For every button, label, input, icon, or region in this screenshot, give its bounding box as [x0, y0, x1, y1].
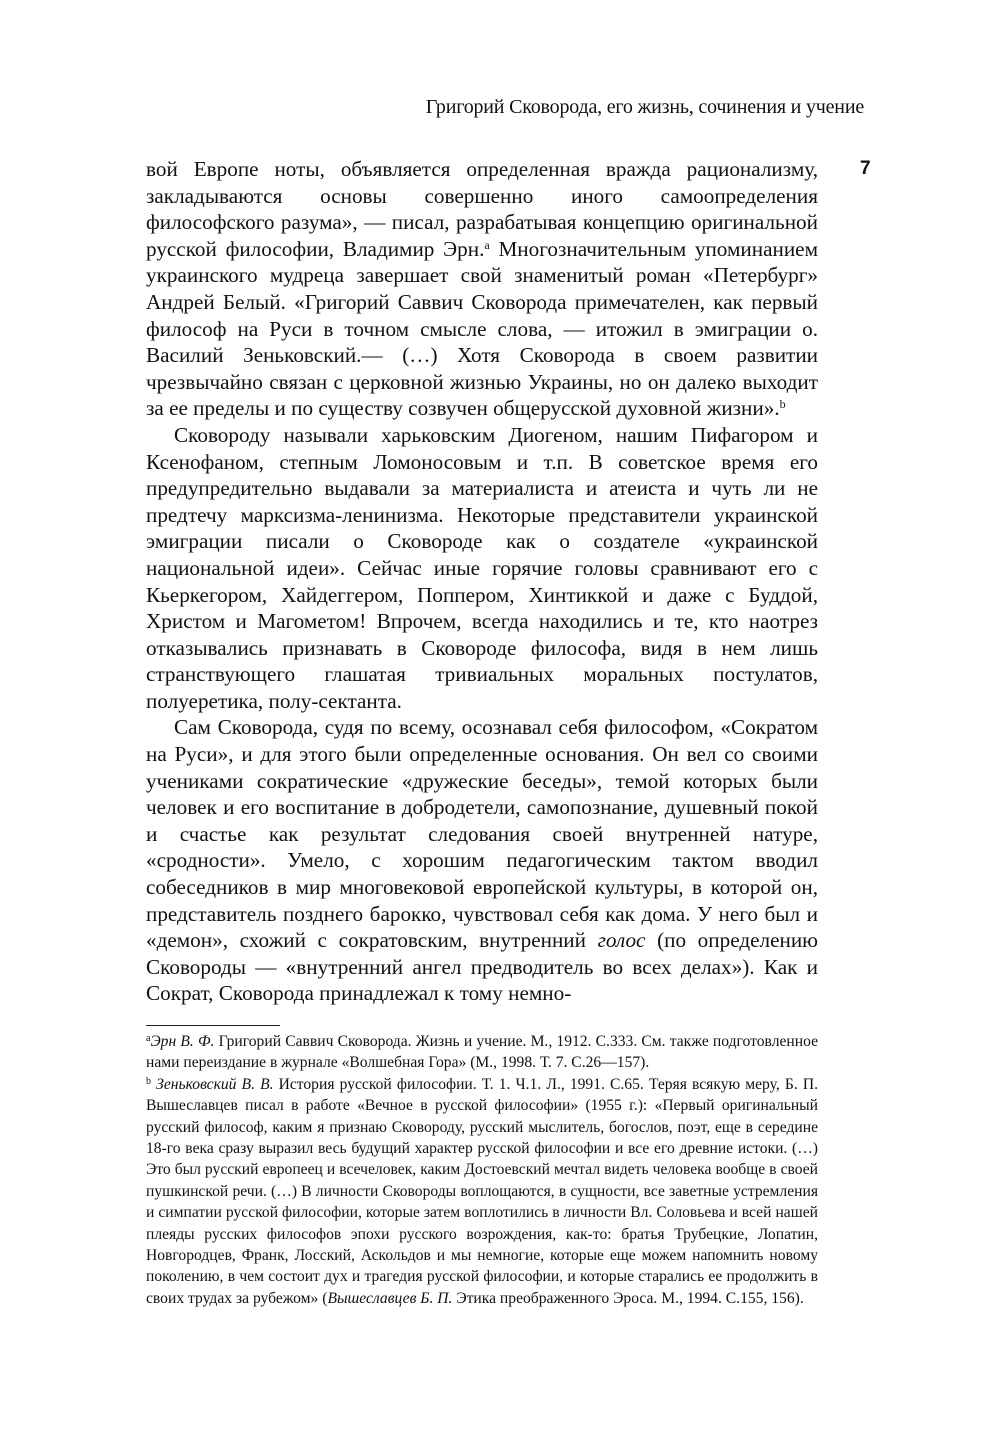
footnote-b [146, 1074, 818, 1309]
footnote-b-author: Зеньковский В. В. [156, 1075, 274, 1093]
page-number: 7 [860, 158, 871, 179]
footnote-ref-b: b [779, 397, 786, 412]
footnote-b-cite-text: Этика преображенного Эроса. М., 1994. С.155, 156). [452, 1289, 804, 1307]
paragraph-1-text-a: вой Европе ноты, объявляется определенная вражда рационализму, закладываются основы совершенно иного самоопределения философского разума», — писал, разрабатывая концепцию оригинальной русской философии, Владимир Эрн. [146, 157, 818, 261]
footnote-a-text: Григорий Саввич Сковорода. Жизнь и учение. М., 1912. С.333. См. также подготовленное нами переиздание в журнале «Волшебная Гора» (М., 1998. Т. 7. С.26—157). [146, 1033, 818, 1072]
paragraph-1-text-b: Многозначительным упоминанием украинского мудреца завершает свой знаменитый роман «Петербург» Андрей Белый. «Григорий Саввич Сковорода примечателен, как первый философ на Руси в точном смысле слова, — итожил в эмиграции о. Василий Зеньковский.— (…) Хотя Сковорода в своем развитии чрезвычайно связан с церковной жизнью Украины, но он далеко выходит за ее пределы и по существу созвучен общерусской духовной жизни». [146, 236, 818, 421]
footnote-divider [146, 1025, 280, 1026]
running-header: Григорий Сковорода, его жизнь, сочинения и учение [425, 96, 864, 118]
footnote-b-mark: b [146, 1075, 151, 1087]
footnotes [146, 1031, 818, 1309]
footnote-a-mark: a [146, 1033, 151, 1044]
paragraph-2: Сковороду называли харьковским Диогеном, нашим Пифагором и Ксенофаном, степным Ломоносовым и т.п. В советское время его предупредительно выдавали за материалиста и атеиста и чуть ли не предтечу марксизма-ленинизма. Некоторые представители украинской эмиграции писали о Сковороде как о создателе «украинской национальной идеи». Сейчас иные горячие головы сравнивают его с Кьеркегором, Хайдеггером, Поппером, Хинтиккой и даже с Буддой, Христом и Магометом! Впрочем, всегда находились и те, кто наотрез отказывались признавать в Сковороде философа, видя в нем лишь странствующего глашатая тривиальных моральных постулатов, полуеретика, полу-сектанта. [146, 422, 818, 713]
paragraph-1 [146, 156, 818, 422]
footnote-ref-a: a [484, 237, 490, 252]
footnote-b-cite-author: Вышеславцев Б. П. [327, 1289, 453, 1307]
paragraph-3 [146, 714, 818, 1007]
main-text [146, 156, 818, 1007]
paragraph-3-text-b: (по определению Сковороды — «внутренний ангел предводитель во всех делах»). Как и Сократ, Сковорода принадлежал к тому немно- [146, 928, 819, 1006]
footnote-b-text: История русской философии. Т. 1. Ч.1. Л., 1991. С.65. Теряя всякую меру, Б. П. Вышеславцев писал в работе «Вечное в русской философии» (1955 г.): «Первый оригинальный русский философ, каким я признаю Сковороду, русский мыслитель, богослов, поэт, еще в середине 18-го века сразу выразил весь будущий характер русской философии и все его древние истоки. (…) Это был русский европеец и всечеловек, каким Достоевский мечтал видеть человека вообще в своей пушкинской речи. (…) В личности Сковороды воплощаются, в сущности, все заветные устремления и симпатии русской философии, которые затем воплотились в личности Вл. Соловьева и всей нашей плеяды русских философов эпохи русского возрождения, как-то: братья Трубецкие, Лопатин, Новгородцев, Франк, Лосский, Аскольдов и мы немногие, которые еще можем напомнить новому поколению, в чем состоит дух и трагедия русской философии, и которые старались ее продолжить в своих трудах за рубежом» ( [146, 1075, 818, 1307]
footnote-a-author: Эрн В. Ф. [150, 1033, 215, 1050]
paragraph-3-text-a: Сам Сковорода, судя по всему, осознавал себя философом, «Сократом на Руси», и для этого были определенные основания. Он вел со своими учениками сократические «дружеские беседы», темой которых были человек и его воспитание в добродетели, самопознание, душевный покой и счастье как результат следования своей внутренней натуре, «сродности». Умело, с хорошим педагогическим тактом вводил собеседников в мир многовековой европейской культуры, в которой он, представитель позднего барокко, чувствовал себя как дома. У него был и «демон», схожий с сократовским, внутренний [146, 715, 818, 953]
paragraph-3-italic: голос [597, 928, 646, 953]
footnote-a [146, 1031, 818, 1074]
